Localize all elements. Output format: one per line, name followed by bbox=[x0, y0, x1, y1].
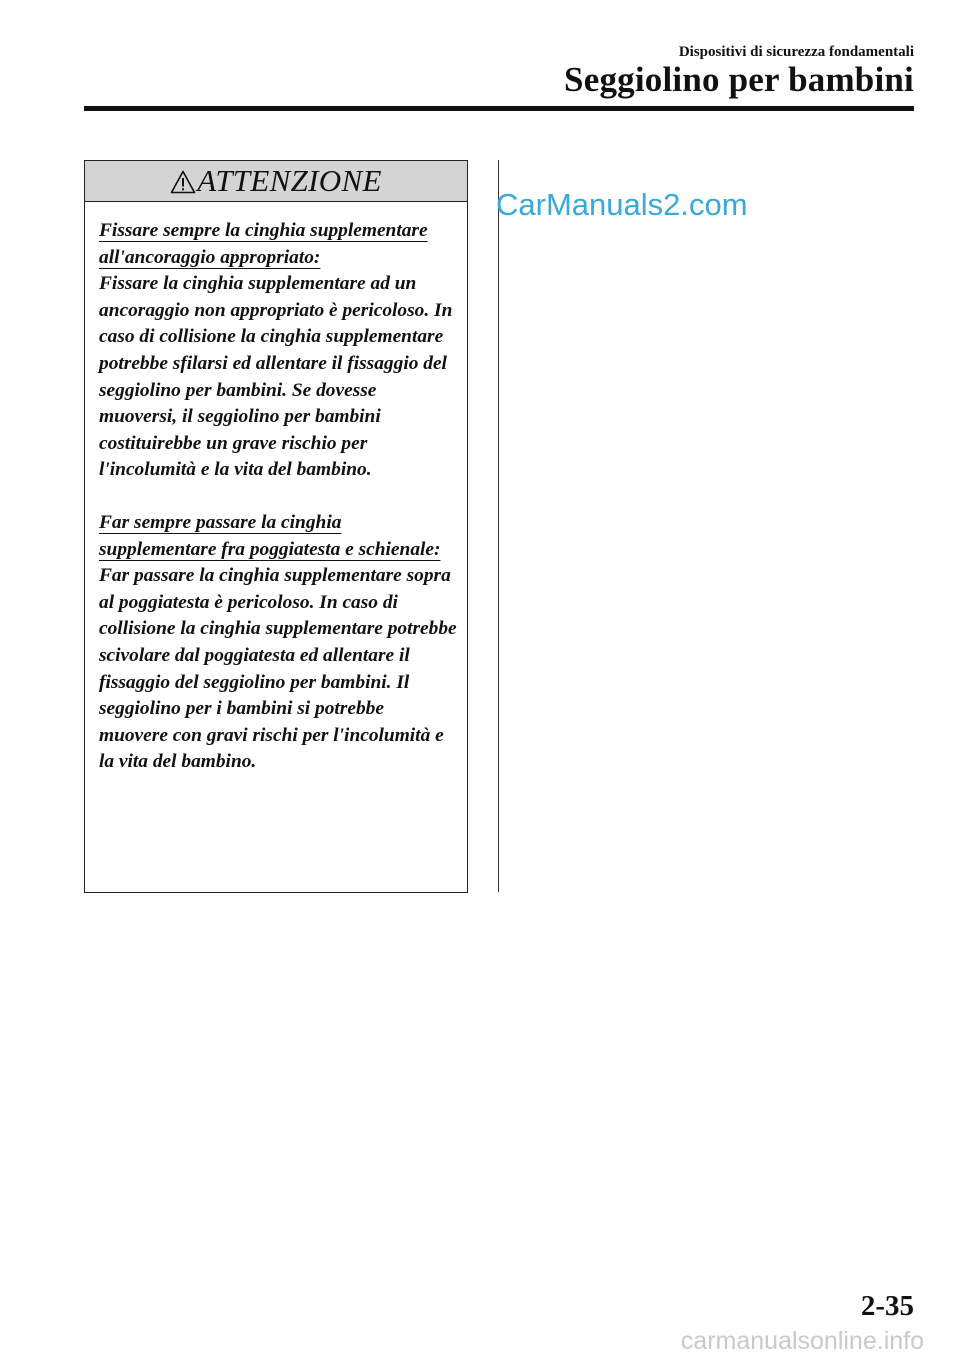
warning-triangle-icon bbox=[170, 170, 196, 194]
warning-lead: Fissare sempre la cinghia supplementare all'ancoraggio appropriato: bbox=[99, 220, 428, 268]
column-divider bbox=[498, 160, 499, 892]
warning-lead: Far sempre passare la cinghia supplementare fra poggiatesta e schienale: bbox=[99, 511, 441, 560]
page-number: 2-35 bbox=[860, 1290, 914, 1322]
watermark-carmanualsonline: carmanualsonline.info bbox=[680, 1327, 924, 1355]
warning-title: ATTENZIONE bbox=[197, 163, 382, 198]
section-label: Dispositivi di sicurezza fondamentali bbox=[678, 44, 914, 60]
warning-text: Fissare la cinghia supplementare ad un ancoraggio non appropriato è pericoloso. In caso di collisione la cinghia supplementare potrebbe sfilarsi ed allentare il fissaggio del seggiolino per bambini. Se dovesse muoversi, il seggiolino per bambini costituirebbe un grave rischio per l'incolumità e la vita del bambino. bbox=[99, 273, 453, 481]
header-rule bbox=[84, 106, 914, 111]
warning-paragraph bbox=[99, 218, 457, 484]
warning-paragraph bbox=[99, 510, 457, 776]
chapter-title: Seggiolino per bambini bbox=[564, 60, 914, 99]
warning-box bbox=[84, 160, 468, 893]
warning-text: Far passare la cinghia supplementare sopra al poggiatesta è pericoloso. In caso di collisione la cinghia supplementare potrebbe scivolare dal poggiatesta ed allentare il fissaggio del seggiolino per bambini. Il seggiolino per i bambini si potrebbe muovere con gravi rischi per l'incolumità e la vita del bambino. bbox=[99, 565, 457, 773]
warning-body bbox=[85, 202, 467, 776]
warning-header bbox=[85, 161, 467, 202]
watermark-carmanuals2: CarManuals2.com bbox=[496, 187, 748, 222]
